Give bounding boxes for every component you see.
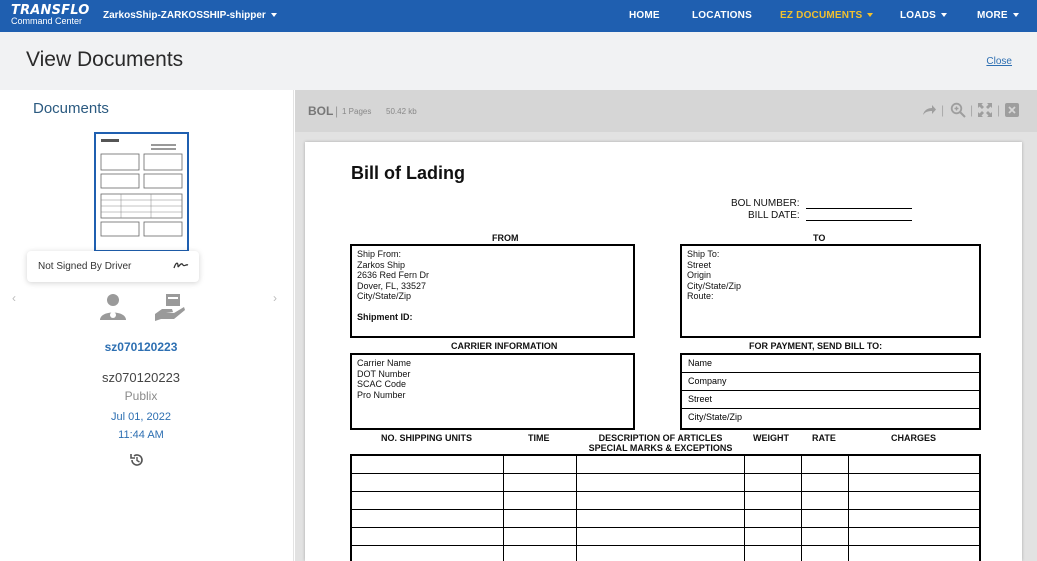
ship-from-label: Ship From: [357,249,402,259]
payment-csz-row: City/State/Zip [688,412,743,422]
col-description-line2: SPECIAL MARKS & EXCEPTIONS [588,443,733,453]
bol-document-page [305,142,1022,561]
bol-number-line [806,208,912,209]
documents-sidebar [0,90,294,561]
chevron-down-icon [941,13,947,17]
to-heading: TO [813,233,826,243]
col-charges: CHARGES [891,433,937,443]
file-size: 50.42 kb [386,107,417,116]
shipment-id-label: Shipment ID: [357,312,413,322]
nav-ez-documents-label: EZ DOCUMENTS [780,10,863,21]
logo-subtitle: Command Center [11,16,83,26]
bill-date-line [806,220,912,221]
logo-brand: TRANSFLO [11,3,90,18]
chevron-down-icon [1013,13,1019,17]
document-org: Publix [124,389,158,403]
from-heading: FROM [492,233,519,243]
carrier-name-label: Carrier Name [357,358,412,368]
payment-name-row: Name [682,355,979,373]
thumbnail-preview [96,134,187,250]
chevron-down-icon [271,13,277,17]
document-type: BOL [308,104,334,118]
close-viewer-icon[interactable] [1004,102,1020,118]
nav-home[interactable]: HOME [629,10,660,21]
pro-number-label: Pro Number [357,389,406,400]
table-row [352,509,979,510]
col-shipping-units: NO. SHIPPING UNITS [381,433,473,443]
col-description-line1: DESCRIPTION OF ARTICLES [598,433,723,443]
toolbar-divider: | [941,103,945,117]
col-weight: WEIGHT [753,433,789,443]
close-link[interactable]: Close [986,56,1012,67]
documents-heading: Documents [33,100,109,117]
ship-to-box [680,244,981,338]
col-time: TIME [528,433,550,443]
zoom-in-icon[interactable] [950,102,966,118]
nav-more-label: MORE [977,10,1008,21]
document-name: sz070120223 [101,370,181,385]
document-viewer [295,90,1037,561]
ship-to-label: Ship To: [687,249,720,259]
ship-from-box [350,244,635,338]
bol-number-label: BOL NUMBER: [731,198,800,209]
document-id-link[interactable]: sz070120223 [104,340,178,354]
delivery-box-icon[interactable] [154,292,186,322]
nav-loads[interactable] [900,10,947,21]
bol-title: Bill of Lading [351,163,465,183]
ship-to-csz: City/State/Zip [687,280,742,291]
bill-date-label: BILL DATE: [748,210,800,221]
dot-number-label: DOT Number [357,368,411,379]
transflo-logo[interactable] [11,4,90,26]
signature-icon [173,259,189,271]
ship-to-origin: Origin [687,270,712,280]
toolbar-divider: | [997,103,1001,117]
col-description [575,433,746,453]
document-thumbnail[interactable] [94,132,189,252]
toolbar-divider: | [970,103,974,117]
carrier-box [350,353,635,430]
document-date: Jul 01, 2022 [111,411,171,423]
top-nav [0,0,1037,32]
payment-street-row: Street [682,391,979,409]
page-count: 1 Pages [342,107,372,116]
ship-to-route: Route: [687,291,714,301]
driver-icon[interactable] [98,292,128,322]
table-row [352,527,979,528]
toolbar-separator: | [335,104,339,118]
ship-from-street: 2636 Red Fern Dr [357,270,430,280]
chevron-left-icon[interactable]: ‹ [12,291,16,305]
table-row [352,473,979,474]
tooltip-text: Not Signed By Driver [38,261,132,272]
nav-more[interactable] [977,10,1019,21]
carrier-heading: CARRIER INFORMATION [451,341,558,351]
chevron-down-icon [867,13,873,17]
signature-tooltip [27,251,199,282]
nav-locations[interactable]: LOCATIONS [692,10,752,21]
payment-box [680,353,981,430]
payment-company-row: Company [682,373,979,391]
ship-to-street: Street [687,259,712,270]
chevron-right-icon[interactable]: › [273,291,277,305]
ship-from-name: Zarkos Ship [357,259,406,270]
nav-ez-documents[interactable] [780,10,873,21]
page-title: View Documents [26,48,184,71]
ship-from-city: Dover, FL, 33527 [357,280,427,291]
payment-heading: FOR PAYMENT, SEND BILL TO: [749,341,883,351]
page-header [0,32,1037,90]
fullscreen-icon[interactable] [977,102,993,118]
scac-code-label: SCAC Code [357,379,407,389]
viewer-toolbar [295,90,1037,132]
table-row [352,545,979,546]
account-selector[interactable] [103,10,277,21]
table-row [352,491,979,492]
account-label: ZarkosShip-ZARKOSSHIP-shipper [103,10,266,21]
col-rate: RATE [812,433,836,443]
shipment-items-table [350,454,981,561]
document-time: 11:44 AM [118,429,164,441]
ship-from-csz: City/State/Zip [357,291,412,301]
nav-loads-label: LOADS [900,10,936,21]
share-icon[interactable] [921,102,937,118]
history-icon[interactable] [129,452,145,468]
